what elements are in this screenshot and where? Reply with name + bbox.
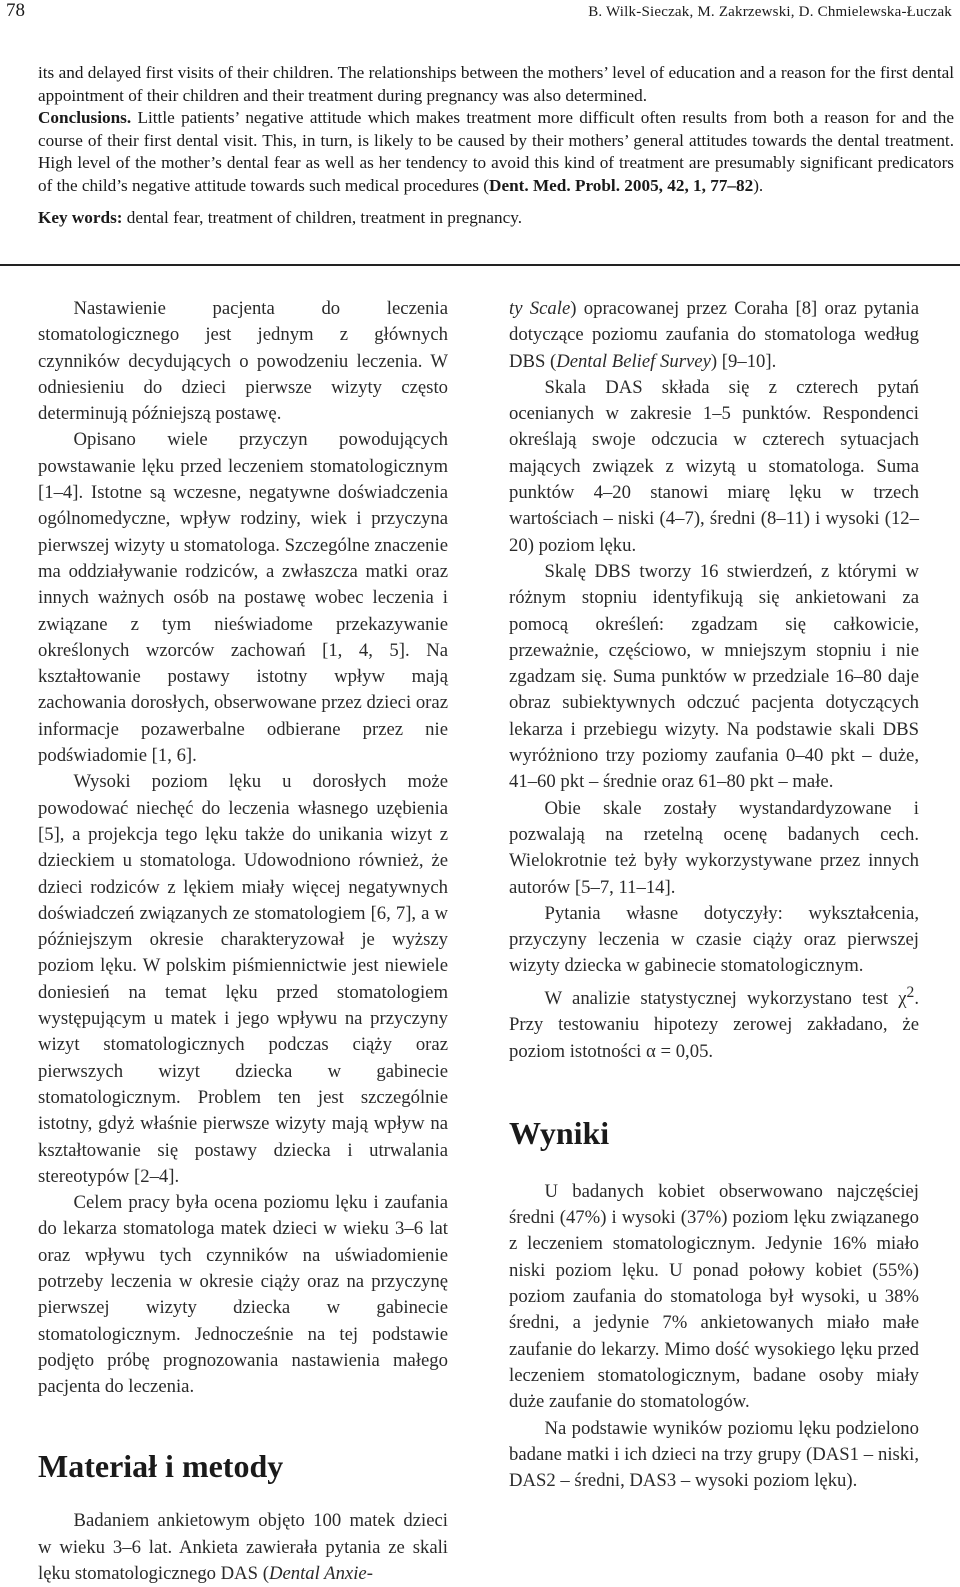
conclusions-label: Conclusions. bbox=[38, 108, 132, 128]
paragraph-continuation bbox=[509, 296, 919, 375]
paragraph: Obie skale zostały wystandardyzowane i pozwalają na rzetelną ocenę badanych cech. Wielokrotnie też były wykorzystywane przez innych autorów [5–7, 11–14]. bbox=[509, 797, 919, 898]
citation-end: ). bbox=[753, 175, 764, 195]
abstract-section bbox=[38, 62, 954, 229]
conclusions-text: Little patients’ negative attitude which makes treatment more difficult often results from both a reason for and the course of their first dental visit. This, in turn, is likely to be caused by their mothers’ general attitudes towards the dental treatment. High level of the mother’s dental fear as well as her tendency to avoid this kind of treatment are presumably significant predicators of the child’s negative attitude towards such medical procedures ( bbox=[38, 108, 954, 195]
paragraph: Skala DAS składa się z czterech pytań ocenianych w zakresie 1–5 punktów. Respondenci określają swoje odczucia w czterech sytuacjach mających związek z wizytą u stomatologa. Suma punktów 4–20 stanowi miarę lęku w trzech wartościach – niski (4–7), średni (8–11) i wysoki (12–20) poziom lęku. bbox=[509, 376, 919, 556]
paragraph bbox=[38, 1508, 448, 1587]
italic-term: Dental Anxie- bbox=[268, 1563, 373, 1585]
right-column bbox=[509, 296, 919, 1494]
section-heading-results: Wyniki bbox=[509, 1114, 610, 1151]
paragraph-text: Badaniem ankietowym objęto 100 matek dzieci w wieku 3–6 lat. Ankieta zawierała pytania ze skali lęku stomatologicznego DAS ( bbox=[38, 1510, 448, 1585]
paragraph: Pytania własne dotyczyły: wykształcenia, przyczyny leczenia w czasie ciąży oraz pierwszej wizyty dziecka w gabinecie stomatologicznym. bbox=[509, 902, 919, 977]
paragraph: Nastawienie pacjenta do leczenia stomatologicznego jest jednym z głównych czynników decydujących o powodzeniu leczenia. W odniesieniu do dzieci pierwsze wizyty często determinują późniejszą postawę. bbox=[38, 298, 448, 425]
italic-term: ty Scale bbox=[509, 298, 571, 319]
page-number: 78 bbox=[6, 0, 25, 21]
abstract-divider bbox=[0, 264, 960, 266]
running-head-authors: B. Wilk-Sieczak, M. Zakrzewski, D. Chmielewska-Łuczak bbox=[588, 4, 952, 20]
keywords bbox=[38, 207, 954, 230]
keywords-text: dental fear, treatment of children, treatment in pregnancy. bbox=[122, 207, 523, 227]
left-column bbox=[38, 296, 448, 1587]
paragraph-text: ) opracowanej przez Coraha [8] oraz pytania dotyczące poziomu zaufania do stomatologa według DBS ( bbox=[509, 298, 919, 372]
paragraph: Celem pracy była ocena poziomu lęku i zaufania do lekarza stomatologa matek dzieci w wieku 3–6 lat oraz wpływu tych czynników na uświadomienie potrzeby leczenia w okresie ciąży oraz na przyczynę pierwszej wizyty dziecka w gabinecie stomatologicznym. Jednocześnie na tej podstawie podjęto próbę prognozowania nastawienia małego pacjenta do leczenia. bbox=[38, 1192, 448, 1398]
paragraph: Opisano wiele przyczyn powodujących powstawanie lęku przed leczeniem stomatologicznym [1–4]. Istotne są wczesne, negatywne doświadczenia ogólnomedyczne, wpływ rodziny, wiek i przyczyna pierwszej wizyty u stomatologa. Szczególne znaczenie ma oddziaływanie rodziców, a zwłaszcza matki oraz innych ważnych osób na postawę wobec leczenia i związane z tym nieświadome przekazywanie określonych wzorców zachowań [1, 4, 5]. Na kształtowanie postawy istotny wpływ mają zachowania dorosłych, obserwowane przez dzieci oraz informacje pozawerbalne odbierane przez nie podświadomie [1, 6]. bbox=[38, 429, 448, 767]
paragraph: Wysoki poziom lęku u dorosłych może powodować niechęć do leczenia własnego uzębienia [5], a projekcja tego lęku także do unikania wizyt z dzieckiem u stomatologa. Udowodniono również, że dzieci rodziców z lękiem miały więcej negatywnych doświadczeń związanych ze stomatologiem [6, 7], a w późniejszym okresie charakteryzował je wyższy poziom lęku. W polskim piśmiennictwie jest niewiele doniesień na temat lęku przed stomatologiem występującym u matek i jego wpływu na przyczyny wizyt stomatologicznych podczas ciąży oraz pierwszych wizyt dziecka w gabinecie stomatologicznym. Problem ten jest szczególnie istotny, gdyż właśnie pierwsze wizyty mają wpływ na kształtowanie się postawy dziecka i utrwalania stereotypów [2–4]. bbox=[38, 771, 448, 1187]
abstract-conclusions bbox=[38, 107, 954, 197]
paragraph: U badanych kobiet obserwowano najczęściej średni (47%) i wysoki (37%) poziom lęku związanego z leczeniem stomatologicznym. Jedynie 16% miało niski poziom lęku. U ponad połowy kobiet (55%) poziom zaufania do stomatologa był wysoki, u 38% średni, a jedynie 7% ankietowanych miało małe zaufanie do lekarzy. Mimo dość wysokiego lęku przed leczeniem stomatologicznym, badane osoby miały duże zaufanie do stomatologów. bbox=[509, 1180, 919, 1413]
paragraph-text: ) [9–10]. bbox=[710, 350, 777, 372]
section-heading-methods: Materiał i metody bbox=[38, 1448, 284, 1485]
superscript: 2 bbox=[906, 983, 915, 1001]
paragraph-text: W analizie statystycznej wykorzystano test χ bbox=[544, 987, 907, 1009]
citation: Dent. Med. Probl. 2005, 42, 1, 77–82 bbox=[489, 175, 754, 195]
paragraph: Na podstawie wyników poziomu lęku podzielono badane matki i ich dzieci na trzy grupy (DAS1 – niski, DAS2 – średni, DAS3 – wysoki poziom lęku). bbox=[509, 1417, 919, 1492]
paragraph bbox=[509, 980, 919, 1065]
abstract-continuation: its and delayed first visits of their children. The relationships between the mothers’ level of education and a reason for the first dental appointment of their children and their treatment during pregnancy was also determined. bbox=[38, 63, 954, 105]
paragraph: Skalę DBS tworzy 16 stwierdzeń, z którymi w różnym stopniu identyfikują się ankietowani za pomocą określeń: zgadzam się całkowicie, przeważnie, częściowo, w mniejszym stopniu i nie zgadzam się. Suma punktów w przedziale 16–80 daje obraz subiektywnych odczuć pacjenta dotyczących lekarza i przebiegu wizyty. Na podstawie skali DBS wyróżniono trzy poziomy zaufania 0–40 pkt – duże, 41–60 pkt – średnie oraz 61–80 pkt – małe. bbox=[509, 560, 919, 793]
italic-term: Dental Belief Survey bbox=[556, 350, 711, 372]
page-header bbox=[0, 0, 960, 24]
paragraph-text: . Przy testowaniu hipotezy zerowej zakładano, że poziom istotności α = 0,05. bbox=[509, 987, 919, 1062]
keywords-label: Key words: bbox=[38, 207, 123, 227]
